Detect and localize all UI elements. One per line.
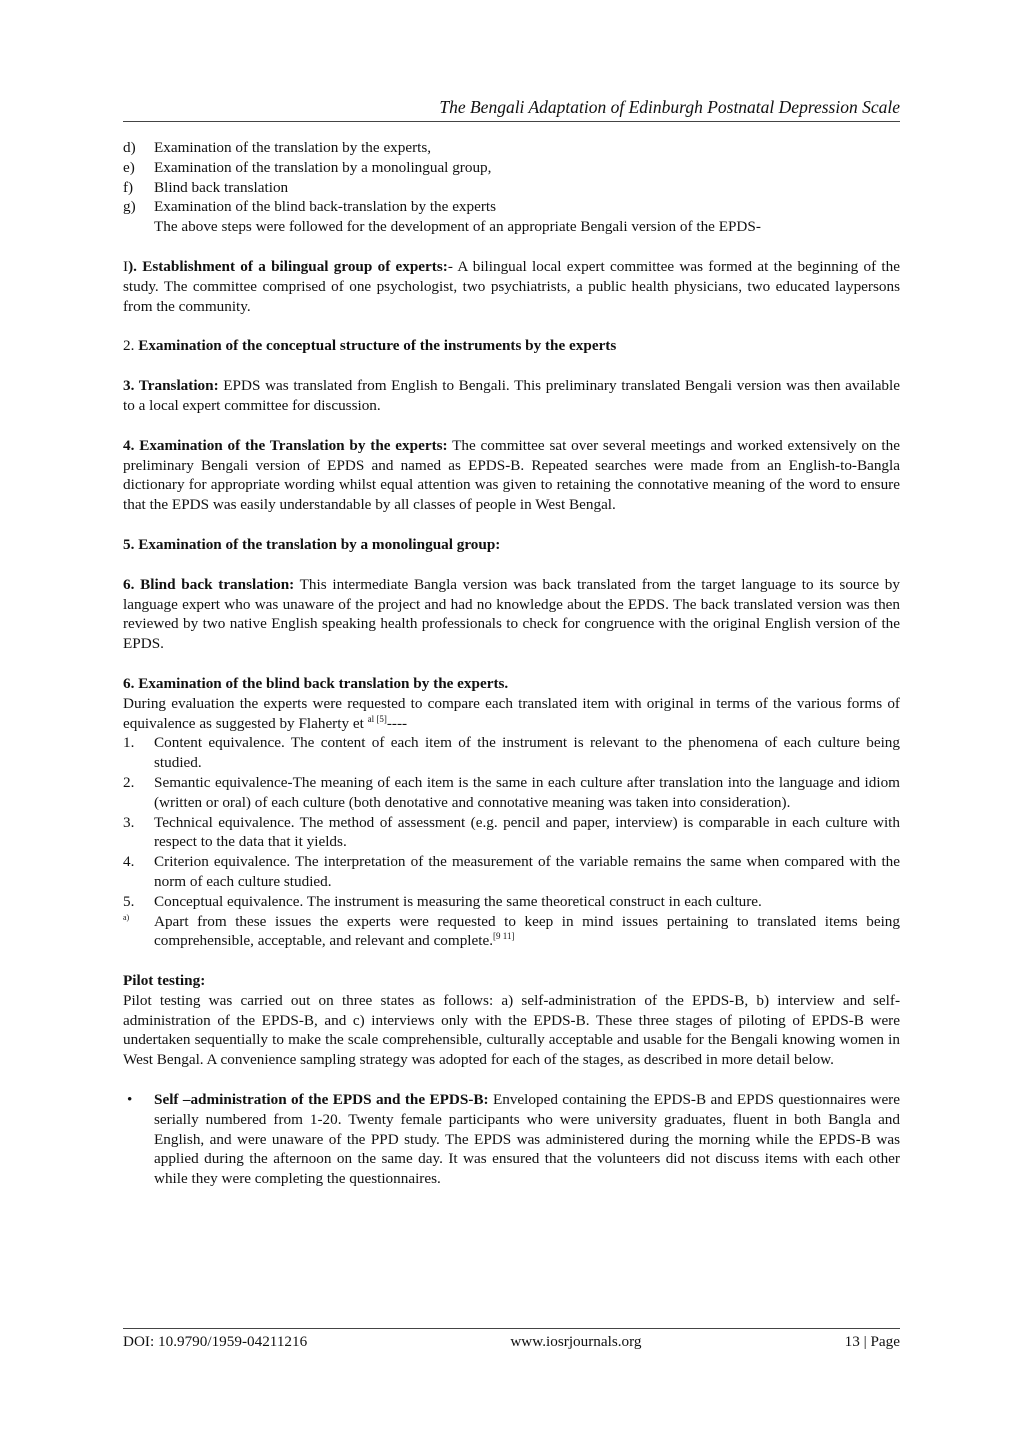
list-text: Criterion equivalence. The interpretation of the measurement of the variable remains the same when compared with the norm of each culture studied. xyxy=(154,853,900,890)
list-marker: 3. xyxy=(123,813,135,831)
bullet-marker: • xyxy=(127,1091,133,1109)
list-marker: f) xyxy=(123,178,134,196)
list-item xyxy=(123,813,900,853)
section-2 xyxy=(123,336,900,356)
list-text: Examination of the translation by a monolingual group, xyxy=(154,158,492,176)
citation-superscript: [9 11] xyxy=(493,931,515,942)
list-text: Examination of the blind back-translation by the experts xyxy=(154,198,497,216)
list-text: Content equivalence. The content of each item of the instrument is relevant to the phenomena of each culture being studied. xyxy=(154,734,900,772)
page-body xyxy=(123,96,900,1189)
list-marker: e) xyxy=(123,158,135,176)
list-marker: 4. xyxy=(123,853,135,871)
running-title: The Bengali Adaptation of Edinburgh Postnatal Depression Scale xyxy=(123,96,900,122)
list-item xyxy=(123,178,900,198)
list-marker: 5. xyxy=(123,892,135,910)
list-marker: 2. xyxy=(123,773,135,791)
list-marker: d) xyxy=(123,139,136,156)
pilot-heading-line xyxy=(123,971,900,991)
bullet-body: Enveloped containing the EPDS-B and EPDS questionnaires were serially numbered from 1-20. Twenty female participants who were university graduates, fluent in both Bangla and English, and were unaware of the PPD study. The EPDS was administered during the morning while the EPDS-B was applied during the afternoon on the same day. It was ensured that the volunteers did not discuss items with each other while they were completing the questionnaires. xyxy=(154,1091,900,1188)
page-footer xyxy=(123,1328,900,1351)
pilot-heading: Pilot testing: xyxy=(123,972,206,990)
pilot-body: Pilot testing was carried out on three states as follows: a) self-administration of the EPDS-B, b) interview and self-administration of the EPDS-B, and c) interviews only with the EPDS-B. These three stages of piloting of EPDS-B were undertaken sequentially to make the scale comprehensible, culturally acceptable and usable for the Bengali knowing women in West Bengal. A convenience sampling strategy was adopted for each of the stages, as described in more detail below. xyxy=(123,991,900,1069)
list-item xyxy=(123,158,900,178)
list-text: Examination of the translation by the experts, xyxy=(154,139,432,156)
section-2-prefix: 2. xyxy=(123,337,139,355)
section-6b-heading-line xyxy=(123,674,900,694)
steps-followup: The above steps were followed for the development of an appropriate Bengali version of the EPDS- xyxy=(154,218,761,236)
section-1-body: - A bilingual local expert committee was formed at the beginning of the study. The committee comprised of one psychologist, two psychiatrists, a public health physicians, two educated laypersons from the community. xyxy=(123,257,900,315)
section-3-body: EPDS was translated from English to Bengali. This preliminary translated Bengali version was then available to a local expert committee for discussion. xyxy=(123,377,900,414)
footer-page-number: 13 | Page xyxy=(844,1333,900,1350)
list-marker: g) xyxy=(123,198,136,216)
bullet-item xyxy=(123,1090,900,1189)
footer-site: www.iosrjournals.org xyxy=(510,1333,642,1350)
footer-doi: DOI: 10.9790/1959-04211216 xyxy=(123,1333,308,1350)
list-item xyxy=(123,912,900,952)
list-item xyxy=(123,733,900,773)
list-marker: a) xyxy=(123,912,130,922)
section-6-body: This intermediate Bangla version was back translated from the target language to its source by language expert who was unaware of the project and had no knowledge about the EPDS. The back translated version was then reviewed by two native English speaking health professionals to check for congruence with the original English version of the EPDS. xyxy=(123,575,900,653)
section-6b-intro-text: During evaluation the experts were requested to compare each translated item with original in terms of the various forms of equivalence as suggested by Flaherty et xyxy=(123,694,900,732)
section-3 xyxy=(123,376,900,416)
note-text: Apart from these issues the experts were requested to keep in mind issues pertaining to translated items being comprehensible, acceptable, and relevant and complete. xyxy=(154,912,900,950)
section-5 xyxy=(123,535,900,555)
section-4-heading: 4. Examination of the Translation by the experts: xyxy=(123,436,448,454)
list-item xyxy=(123,892,900,912)
section-6 xyxy=(123,575,900,654)
section-6b-heading: 6. Examination of the blind back translation by the experts. xyxy=(123,674,509,692)
equivalence-list xyxy=(123,733,900,951)
list-text xyxy=(154,912,900,952)
section-1-heading: ). Establishment of a bilingual group of experts: xyxy=(128,257,448,275)
section-6b-intro-tail: ---- xyxy=(386,714,408,732)
section-1 xyxy=(123,257,900,316)
list-marker: 1. xyxy=(123,734,135,752)
section-1-prefix: I xyxy=(123,257,129,275)
list-text: Technical equivalence. The method of assessment (e.g. pencil and paper, interview) is comparable in each culture with respect to the data that it yields. xyxy=(154,813,900,851)
list-item xyxy=(123,773,900,813)
bullet-text xyxy=(154,1090,900,1189)
steps-list xyxy=(123,138,900,217)
list-text: Conceptual equivalence. The instrument is measuring the same theoretical construct in each culture. xyxy=(154,892,762,910)
list-text: Blind back translation xyxy=(154,178,289,196)
section-6-heading: 6. Blind back translation: xyxy=(123,575,295,593)
section-3-heading: 3. Translation: xyxy=(123,377,219,395)
list-item xyxy=(123,852,900,892)
citation-superscript: al [5] xyxy=(367,713,387,724)
section-6b-intro xyxy=(123,694,900,734)
section-5-heading: 5. Examination of the translation by a monolingual group: xyxy=(123,535,501,553)
list-text: Semantic equivalence-The meaning of each item is the same in each culture after translation into the language and idiom (written or oral) of each culture (both denotative and connotative meaning was taken into consideration). xyxy=(154,773,900,811)
section-2-heading: Examination of the conceptual structure of the instruments by the experts xyxy=(138,337,617,355)
list-item xyxy=(123,138,900,158)
section-4-body: The committee sat over several meetings and worked extensively on the preliminary Bengali version of EPDS and named as EPDS-B. Repeated searches were made from an English-to-Bangla dictionary for appropriate wording whilst equal attention was given to retaining the connotative meaning of the word to ensure that the EPDS was easily understandable by all classes of people in West Bengal. xyxy=(123,436,900,514)
list-item xyxy=(123,197,900,217)
section-4 xyxy=(123,436,900,515)
bullet-heading: Self –administration of the EPDS and the EPDS-B: xyxy=(154,1091,489,1109)
